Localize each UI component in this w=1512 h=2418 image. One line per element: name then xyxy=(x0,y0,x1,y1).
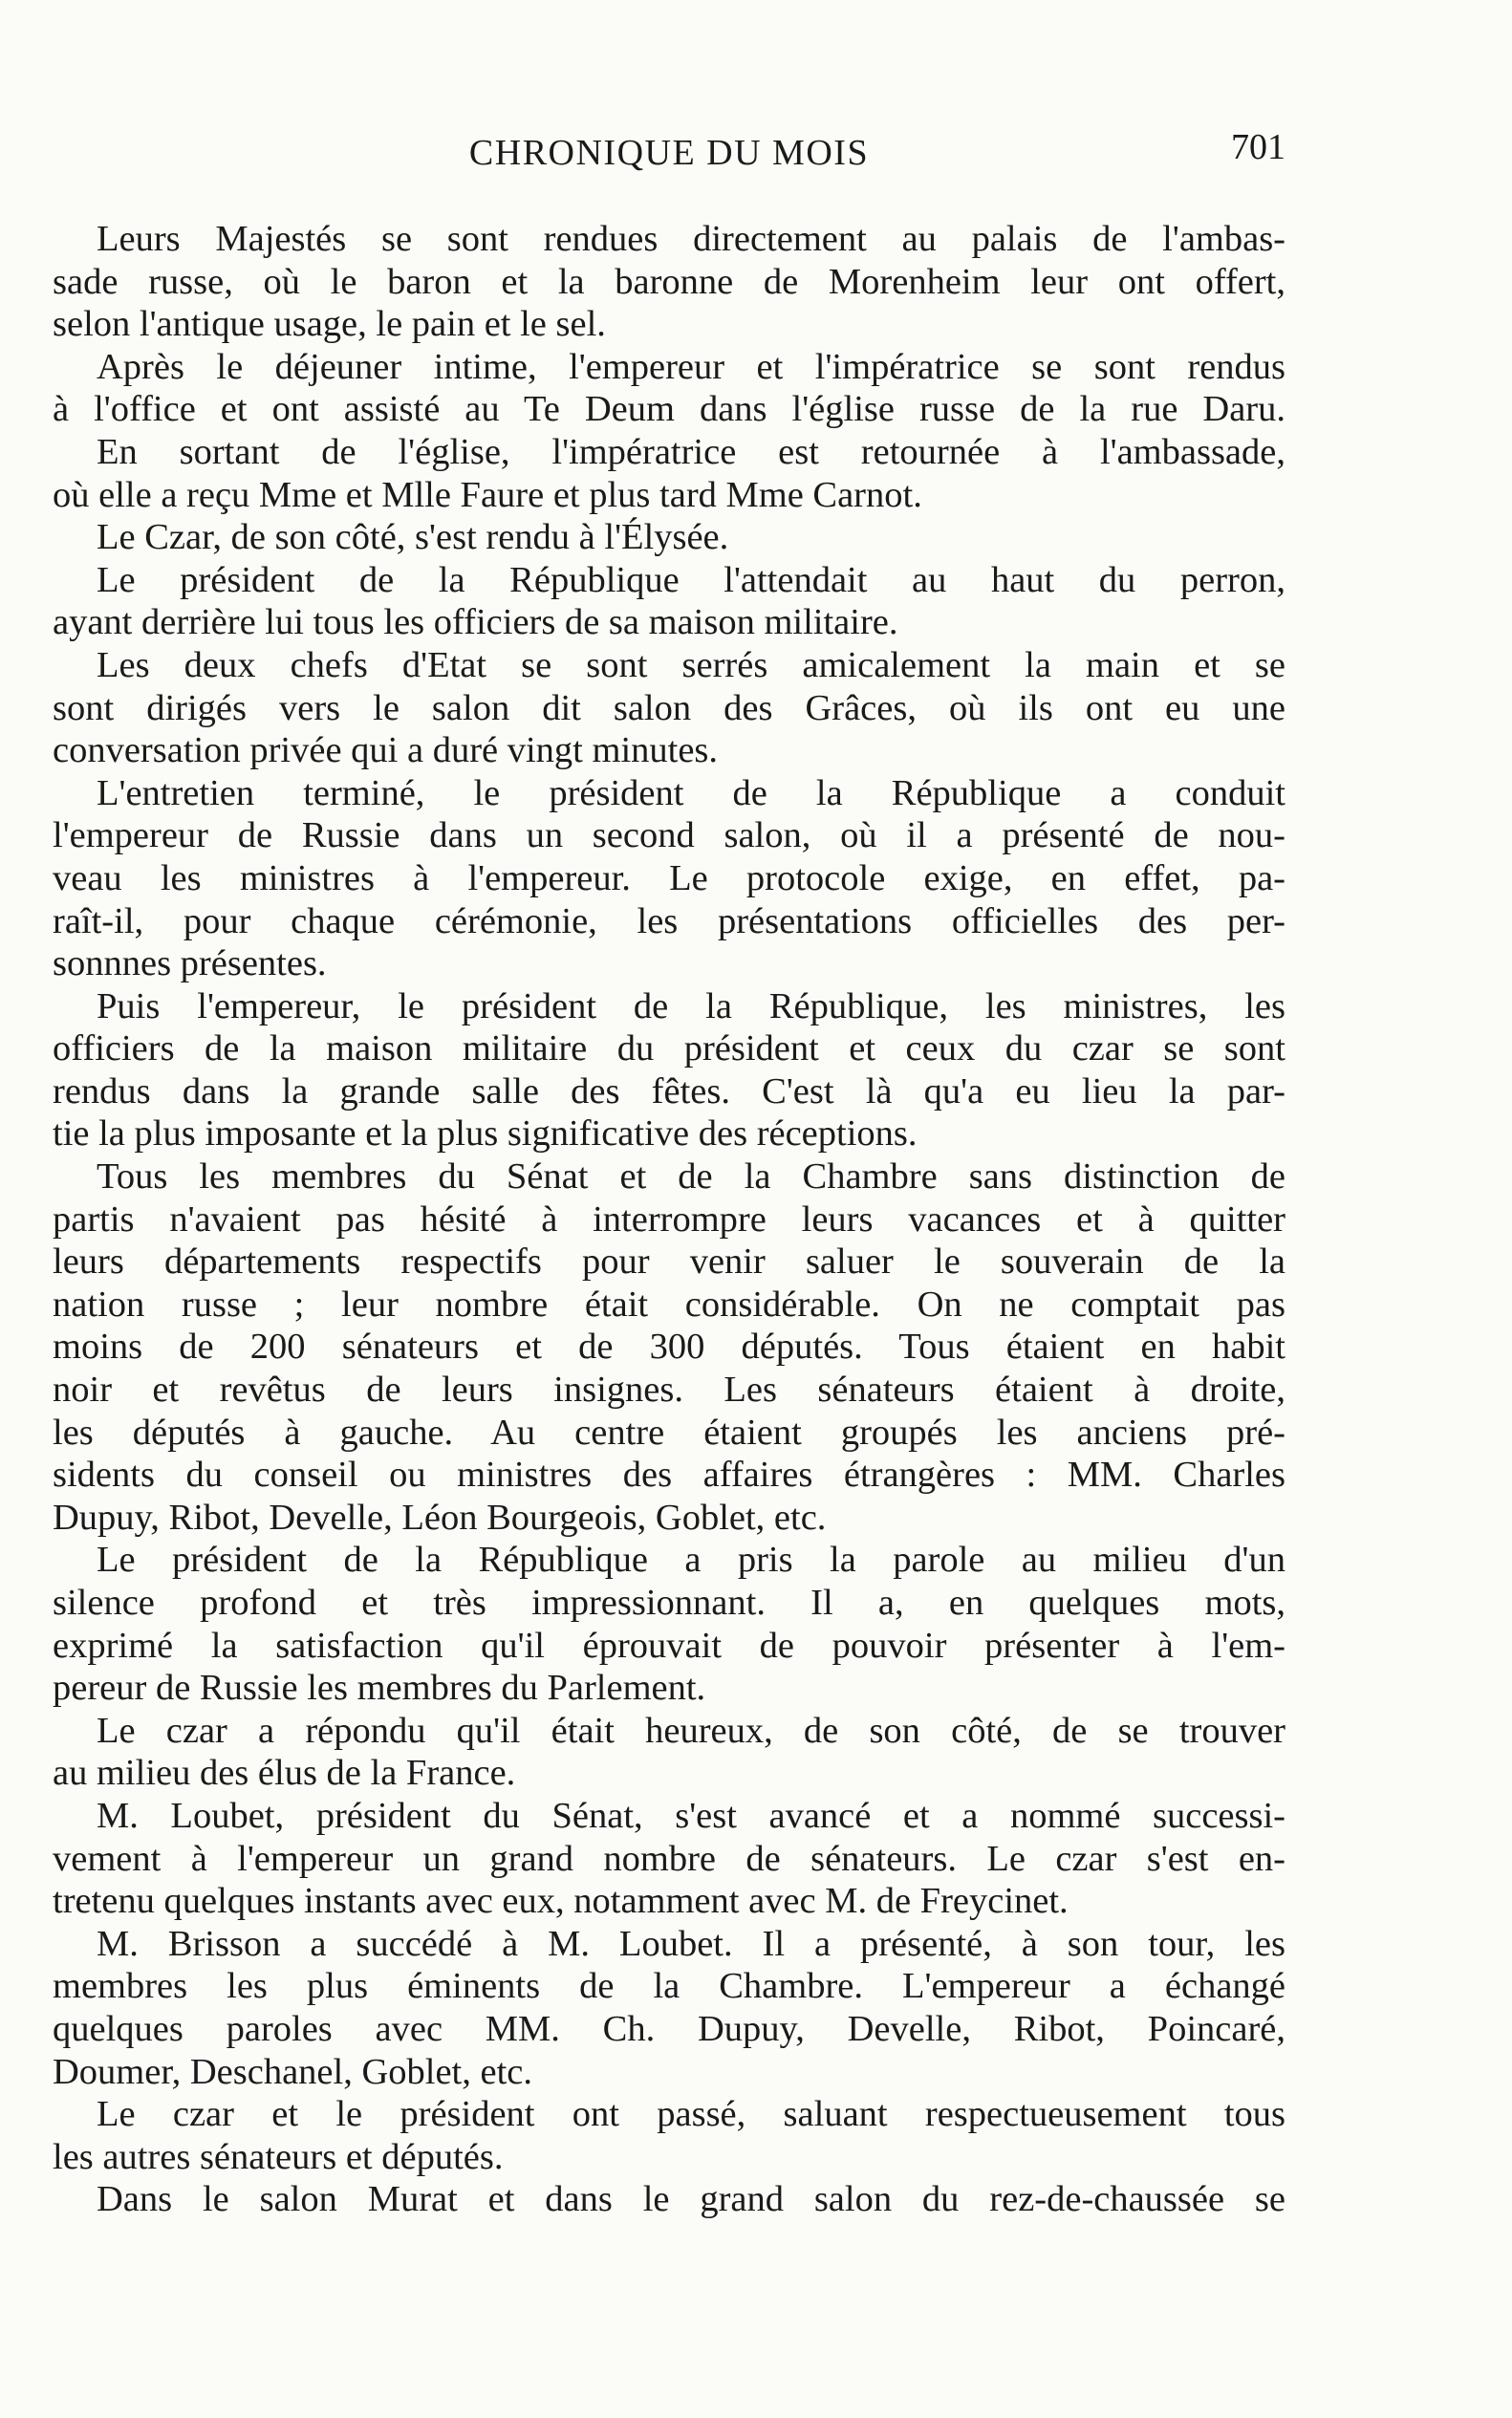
text-line: Doumer, Deschanel, Goblet, etc. xyxy=(53,2051,532,2092)
text-line: moins de 200 sénateurs et de 300 députés. Tous étaient en habit xyxy=(53,1327,1285,1368)
text-line: sade russe, où le baron et la baronne de Morenheim leur ont offert, xyxy=(53,261,1285,302)
text-line: tretenu quelques instants avec eux, notamment avec M. de Freycinet. xyxy=(53,1881,1069,1922)
text-line: selon l'antique usage, le pain et le sel. xyxy=(53,304,606,345)
running-title: CHRONIQUE DU MOIS xyxy=(468,133,870,173)
text-line: sont dirigés vers le salon dit salon des Grâces, où ils ont eu une xyxy=(53,687,1285,728)
text-line: ayant derrière lui tous les officiers de sa maison militaire. xyxy=(53,602,898,643)
text-line: à l'office et ont assisté au Te Deum dans l'église russe de la rue Daru. xyxy=(53,389,1285,430)
text-line: leurs départements respectifs pour venir saluer le souverain de la xyxy=(53,1241,1285,1283)
text-line: Les deux chefs d'Etat se sont serrés amicalement la main et se xyxy=(97,644,1285,685)
text-line: tie la plus imposante et la plus significative des réceptions. xyxy=(53,1113,918,1155)
text-line: au milieu des élus de la France. xyxy=(53,1753,516,1794)
text-line: sonnnes présentes. xyxy=(53,943,327,984)
text-line: Le czar a répondu qu'il était heureux, de son côté, de se trouver xyxy=(97,1710,1285,1751)
text-line: Après le déjeuner intime, l'empereur et l'impératrice se sont rendus xyxy=(97,346,1285,387)
text-line: pereur de Russie les membres du Parlement. xyxy=(53,1668,706,1709)
text-line: sidents du conseil ou ministres des affaires étrangères : MM. Charles xyxy=(53,1455,1285,1496)
text-line: noir et revêtus de leurs insignes. Les sénateurs étaient à droite, xyxy=(53,1370,1285,1411)
text-line: raît-il, pour chaque cérémonie, les présentations officielles des per- xyxy=(53,900,1285,941)
text-line: quelques paroles avec MM. Ch. Dupuy, Develle, Ribot, Poincaré, xyxy=(53,2008,1285,2049)
text-line: l'empereur de Russie dans un second salon, où il a présenté de nou- xyxy=(53,815,1285,856)
text-line: Le président de la République a pris la parole au milieu d'un xyxy=(97,1540,1285,1581)
text-line: Puis l'empereur, le président de la République, les ministres, les xyxy=(97,985,1285,1026)
text-line: rendus dans la grande salle des fêtes. C'est là qu'a eu lieu la par- xyxy=(53,1070,1285,1112)
body-text xyxy=(53,218,1285,2221)
text-line: nation russe ; leur nombre était considérable. On ne comptait pas xyxy=(53,1284,1285,1325)
text-line: les députés à gauche. Au centre étaient groupés les anciens pré- xyxy=(53,1412,1285,1453)
page-header xyxy=(53,127,1285,189)
text-line: Dupuy, Ribot, Develle, Léon Bourgeois, Goblet, etc. xyxy=(53,1497,827,1538)
text-line: officiers de la maison militaire du président et ceux du czar se sont xyxy=(53,1028,1285,1069)
text-line: Le czar et le président ont passé, saluant respectueusement tous xyxy=(97,2094,1285,2135)
text-line: Le Czar, de son côté, s'est rendu à l'Élysée. xyxy=(97,517,729,558)
text-line: En sortant de l'église, l'impératrice est retournée à l'ambassade, xyxy=(97,431,1285,472)
page-number: 701 xyxy=(1231,127,1285,167)
text-line: les autres sénateurs et députés. xyxy=(53,2136,504,2177)
text-line: Leurs Majestés se sont rendues directement au palais de l'ambas- xyxy=(97,219,1285,259)
text-line: partis n'avaient pas hésité à interrompre leurs vacances et à quitter xyxy=(53,1198,1285,1240)
text-line: Dans le salon Murat et dans le grand salon du rez-de-chaussée se xyxy=(97,2179,1285,2220)
text-line: conversation privée qui a duré vingt minutes. xyxy=(53,730,719,771)
text-line: membres les plus éminents de la Chambre. L'empereur a échangé xyxy=(53,1966,1285,2007)
text-line: silence profond et très impressionnant. Il a, en quelques mots, xyxy=(53,1583,1285,1623)
text-line: où elle a reçu Mme et Mlle Faure et plus tard Mme Carnot. xyxy=(53,474,922,515)
text-line: Le président de la République l'attendait au haut du perron, xyxy=(97,559,1285,600)
text-line: Tous les membres du Sénat et de la Chambre sans distinction de xyxy=(97,1156,1285,1198)
text-line: M. Brisson a succédé à M. Loubet. Il a présenté, à son tour, les xyxy=(97,1923,1285,1964)
text-line: exprimé la satisfaction qu'il éprouvait de pouvoir présenter à l'em- xyxy=(53,1625,1285,1666)
text-line: vement à l'empereur un grand nombre de sénateurs. Le czar s'est en- xyxy=(53,1838,1285,1879)
text-line: veau les ministres à l'empereur. Le protocole exige, en effet, pa- xyxy=(53,857,1285,898)
text-line: L'entretien terminé, le président de la République a conduit xyxy=(97,772,1285,813)
text-line: M. Loubet, président du Sénat, s'est avancé et a nommé successi- xyxy=(97,1795,1285,1836)
